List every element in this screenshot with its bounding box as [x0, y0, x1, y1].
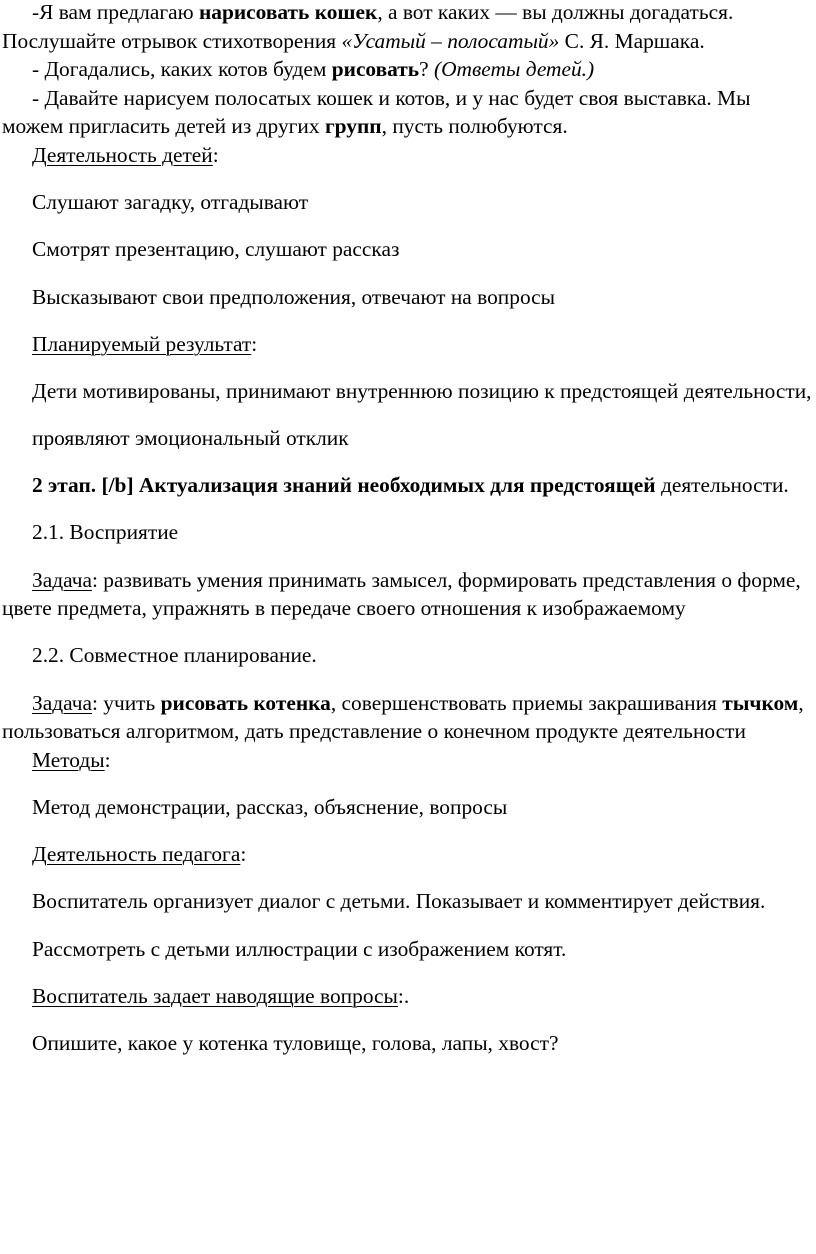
- poem-title: «Усатый – полосатый»: [341, 28, 560, 53]
- teacher-activity-label: Деятельность педагога: [32, 842, 241, 867]
- teacher-activity-text-1: Воспитатель организует диалог с детьми. Показывает и комментирует действия.: [32, 889, 766, 914]
- bold-phrase: нарисовать кошек: [198, 0, 378, 24]
- stage-2-heading: 2 этап. [/b] Актуализация знаний необходимых для предстоящей деятельности.: [32, 473, 789, 498]
- questions-heading: Воспитатель задает наводящие вопросы:.: [32, 983, 410, 1008]
- questions-label: Воспитатель задает наводящие вопросы: [32, 983, 398, 1008]
- methods-heading: Методы:: [32, 747, 111, 772]
- bold-word: тычком: [722, 690, 799, 715]
- children-activity-item-1: Слушают загадку, отгадывают: [32, 190, 309, 215]
- children-activity-heading: Деятельность детей:: [32, 142, 219, 167]
- bold-phrase: рисовать котенка: [160, 690, 331, 715]
- stage-2-title: 2 этап. [/b] Актуализация знаний необходимых для предстоящей: [32, 473, 656, 498]
- children-activity-label: Деятельность детей: [32, 142, 213, 167]
- question-1: Опишите, какое у котенка туловище, голова, лапы, хвост?: [32, 1030, 559, 1055]
- stage-2-2-title: 2.2. Совместное планирование.: [32, 643, 317, 668]
- task-2-paragraph: Задача: учить рисовать котенка, совершенствовать приемы закрашивания тычком, пользоваться алгоритмом, дать представление о конечном продукте деятельности: [2, 690, 804, 744]
- children-activity-item-2: Смотрят презентацию, слушают рассказ: [32, 237, 400, 262]
- italic-note: (Ответы детей.): [433, 57, 595, 82]
- task-1-label: Задача: [32, 567, 92, 592]
- intro-paragraph-2: - Догадались, каких котов будем рисовать? (Ответы детей.): [32, 57, 595, 82]
- intro-paragraph-1: -Я вам предлагаю нарисовать кошек, а вот каких — вы должны догадаться. Послушайте отрывок стихотворения «Усатый – полосатый» С. Я. Маршака.: [2, 0, 734, 53]
- bold-word: групп: [324, 114, 382, 139]
- teacher-activity-heading: Деятельность педагога:: [32, 842, 247, 867]
- methods-label: Методы: [32, 747, 105, 772]
- planned-result-text-1: Дети мотивированы, принимают внутреннюю позицию к предстоящей деятельности,: [32, 378, 812, 403]
- task-1-paragraph: Задача: развивать умения принимать замысел, формировать представления о форме, цвете предмета, упражнять в передаче своего отношения к изображаемому: [2, 567, 801, 621]
- planned-result-label: Планируемый результат: [32, 331, 252, 356]
- planned-result-text-2: проявляют эмоциональный отклик: [32, 426, 349, 451]
- intro-paragraph-3: - Давайте нарисуем полосатых кошек и котов, и у нас будет своя выставка. Мы можем пригласить детей из других групп, пусть полюбуются.: [2, 85, 751, 139]
- teacher-activity-text-2: Рассмотреть с детьми иллюстрации с изображением котят.: [32, 936, 567, 961]
- stage-2-1-title: 2.1. Восприятие: [32, 520, 179, 545]
- children-activity-item-3: Высказывают свои предположения, отвечают на вопросы: [32, 284, 556, 309]
- document-page: [2, 0, 814, 1058]
- planned-result-heading: Планируемый результат:: [32, 331, 258, 356]
- bold-word: рисовать: [331, 57, 420, 82]
- task-2-label: Задача: [32, 690, 92, 715]
- methods-text: Метод демонстрации, рассказ, объяснение, вопросы: [32, 795, 508, 819]
